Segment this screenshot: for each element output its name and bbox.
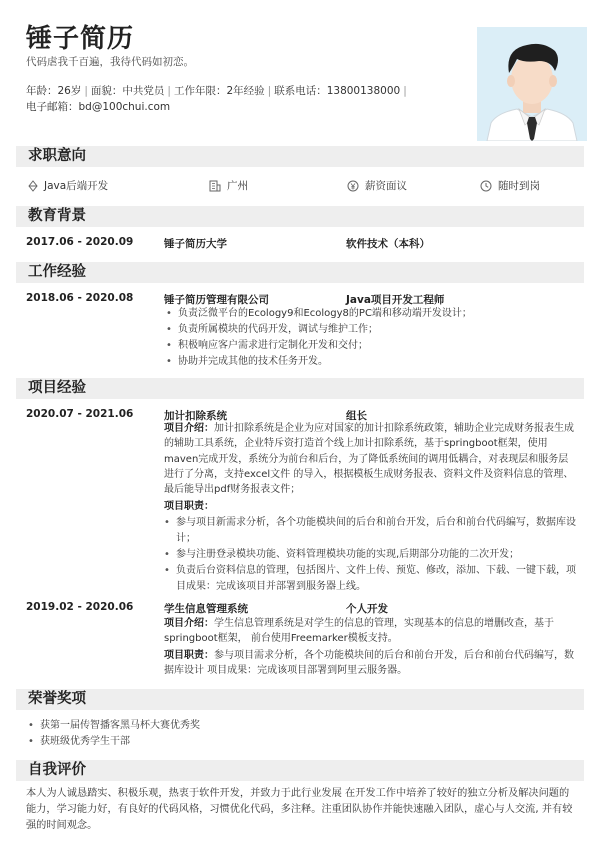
honors-list [28, 718, 200, 749]
project2-role: 个人开发 [346, 603, 388, 615]
resume-name: 锤子简历 [26, 24, 135, 54]
project1-name: 加计扣除系统 [164, 410, 227, 422]
clock-icon [480, 180, 492, 192]
divider: | [167, 85, 171, 97]
list-item: • 获第一届传智播客黑马杯大赛优秀奖 [28, 718, 200, 734]
duty-label: 项目职责： [164, 501, 214, 512]
intent-salary [347, 178, 407, 193]
avatar-photo [477, 27, 587, 141]
basic-info-line [26, 83, 410, 98]
list-item: • 负责泛微平台的Ecology9和Ecology8的PC端和移动端开发设计； [166, 306, 472, 322]
divider: | [403, 85, 407, 97]
duty-text: 参与项目需求分析，各个功能模块间的后台和前台开发，后台和前台代码编写，数据库设计 项目成果：完成该项目部署到阿里云服务器。 [164, 650, 574, 677]
list-item: • 负责所属模块的代码开发，调试与维护工作； [166, 322, 472, 338]
work-title: Java项目开发工程师 [346, 294, 445, 306]
section-title: 自我评价 [28, 762, 86, 778]
phone-text: 联系电话：13800138000 [274, 85, 401, 97]
section-header-education [16, 206, 584, 227]
resume-slogan: 代码虐我千百遍，我待代码如初恋。 [26, 56, 194, 68]
divider: | [84, 85, 88, 97]
yen-icon [347, 180, 359, 192]
list-item: • 协助并完成其他的技术任务开发。 [166, 354, 472, 370]
intro-label: 项目介绍： [164, 423, 214, 434]
section-title: 教育背景 [28, 208, 86, 224]
education-major: 软件技术（本科） [346, 238, 430, 250]
email-text: 电子邮箱：bd@100chui.com [26, 101, 171, 113]
project1-role: 组长 [346, 410, 367, 422]
intent-job [28, 178, 108, 193]
list-item: • 参与项目新需求分析，各个功能模块间的后台和前台开发，后台和前台代码编写，数据库设计； [164, 515, 576, 547]
work-company: 锤子简历管理有限公司 [164, 294, 269, 306]
intent-arrival-text: 随时到岗 [498, 180, 540, 192]
project2-name: 学生信息管理系统 [164, 603, 248, 615]
intent-city [209, 178, 248, 193]
intent-job-text: Java后端开发 [44, 180, 109, 192]
education-school: 锤子简历大学 [164, 238, 227, 250]
intent-city-text: 广州 [227, 180, 248, 192]
section-title: 求职意向 [28, 148, 86, 164]
intro-label: 项目介绍： [164, 618, 214, 629]
section-header-self [16, 760, 584, 781]
section-title: 荣誉奖项 [28, 691, 86, 707]
briefcase-icon [28, 180, 38, 192]
project1-duties-list [164, 515, 576, 595]
list-item: • 获班级优秀学生干部 [28, 734, 200, 750]
section-header-honors [16, 689, 584, 710]
work-duties-list [166, 306, 472, 370]
project1-intro [164, 421, 576, 497]
divider: | [267, 85, 272, 97]
section-header-intent [16, 146, 584, 167]
intro-text: 学生信息管理系统是对学生的信息的管理，实现基本的信息的增删改查，基于springboot框架， 前台使用Freemarker模板支持。 [164, 618, 554, 645]
project1-date: 2020.07 - 2021.06 [26, 408, 134, 420]
education-date: 2017.06 - 2020.09 [26, 236, 134, 248]
intent-salary-text: 薪资面议 [365, 180, 407, 192]
project1-duty-label [164, 499, 576, 514]
age-text: 年龄：26岁 [26, 85, 82, 97]
politics-text: 面貌：中共党员 [90, 85, 165, 97]
intro-text: 加计扣除系统是企业为应对国家的加计扣除系统政策，辅助企业完成财务报表生成的辅助工具系统，企业特斥资打造首个线上加计扣除系统，基于springboot框架，使用maven完成开发，系统分为前台和后台，为了降低系统间的调用低耦合，对表现层和服务层进行了分离，支持excel文件 的导入，根据模板生成财务报表、资料文件及资料信息的管理、最后能导出pdf财务报表文件； [164, 423, 574, 496]
building-icon [209, 180, 221, 192]
work-date: 2018.06 - 2020.08 [26, 292, 134, 304]
experience-text: 工作年限：2年经验 [173, 85, 265, 97]
list-item: • 负责后台资料信息的管理，包括图片、文件上传、预览、修改，添加、下载、一键下载，项目成果：完成该项目并部署到服务器上线。 [164, 563, 576, 595]
intent-arrival [480, 178, 540, 193]
section-title: 工作经验 [28, 264, 86, 280]
project2-duty [164, 648, 576, 679]
section-header-projects [16, 378, 584, 399]
list-item: • 参与注册登录模块功能、资料管理模块功能的实现,后期部分功能的二次开发； [164, 547, 576, 563]
section-header-work [16, 262, 584, 283]
duty-label: 项目职责： [164, 650, 214, 661]
project2-date: 2019.02 - 2020.06 [26, 601, 134, 613]
avatar-illustration [477, 27, 587, 141]
list-item: • 积极响应客户需求进行定制化开发和交付； [166, 338, 472, 354]
self-evaluation-text: 本人为人诚恳踏实、积极乐观，热衷于软件开发，并致力于此行业发展 在开发工作中培养了较好的独立分析及解决问题的能力，学习能力好，有良好的代码风格，习惯优化代码，多注释。注重团队协作并能快速融入团队，虚心与人交流, 并有较强的时间观念。 [26, 788, 573, 831]
project2-intro [164, 616, 576, 647]
section-title: 项目经验 [28, 380, 86, 396]
